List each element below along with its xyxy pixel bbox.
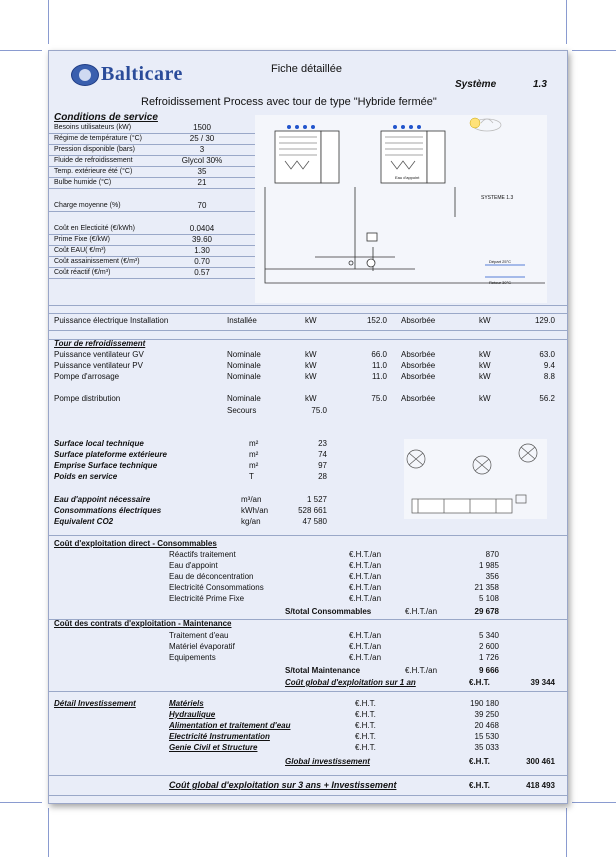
exploitation-value: 356 [485, 572, 499, 581]
condition-label: Temp. extérieure été (°C) [54, 168, 133, 175]
pompe-abs-value: 56.2 [539, 394, 555, 403]
exploitation-label: Eau d'appoint [169, 561, 218, 570]
conso-unit: m³/an [241, 495, 262, 504]
tour-label: Puissance ventilateur GV [54, 350, 144, 359]
condition-value: 1.30 [194, 246, 210, 255]
puissance-abs: Absorbée [401, 316, 436, 325]
tour-abs-value: 63.0 [539, 350, 555, 359]
surface-value: 23 [318, 439, 327, 448]
surface-unit: m² [249, 450, 259, 459]
balticare-logo [71, 62, 203, 88]
condition-label: Coût assainissement (€/m³) [54, 258, 140, 265]
contrat-value: 1 726 [478, 653, 499, 662]
system-schematic [255, 115, 547, 303]
condition-value: 0.0404 [189, 224, 215, 233]
condition-label: Coût EAU( €/m³) [54, 247, 106, 254]
surface-label: Poids en service [54, 472, 118, 481]
condition-value: 0.57 [194, 268, 210, 277]
condition-label: Régime de température (°C) [54, 135, 142, 142]
tour-abs-unit: kW [479, 372, 491, 381]
condition-label: Coût en Electicité (€/kWh) [54, 225, 135, 232]
tour-value: 11.0 [372, 361, 387, 370]
tour-type: Nominale [227, 350, 261, 359]
separator [49, 775, 567, 776]
condition-label: Coût réactif (€/m³) [54, 269, 111, 276]
crop-mark-left-bottom [48, 808, 49, 857]
row-line [49, 211, 255, 212]
pompe-value: 75.0 [371, 394, 387, 403]
systeme-label: Système [455, 79, 497, 90]
crop-mark-top-left [0, 50, 42, 51]
separator [49, 305, 567, 306]
pompe-unit: kW [305, 394, 317, 403]
separator [49, 330, 567, 331]
condition-value: 70 [197, 201, 207, 210]
contrat-value: 2 600 [478, 642, 499, 651]
exploitation-subtotal-value: 29 678 [474, 607, 499, 616]
surface-value: 28 [318, 472, 327, 481]
investissement-global-label: Global investissement [285, 757, 370, 766]
puissance-abs-value: 129.0 [534, 316, 555, 325]
investissement-unit: €.H.T. [355, 710, 376, 719]
exploitation-heading: Coût d'exploitation direct - Consommables [54, 539, 217, 548]
tour-abs-value: 8.8 [543, 372, 555, 381]
contrat-unit: €.H.T./an [349, 653, 382, 662]
contrat-label: Traitement d'eau [169, 631, 229, 640]
contrats-global-label: Coût global d'exploitation sur 1 an [285, 678, 416, 687]
puissance-label: Puissance électrique Installation [54, 316, 169, 325]
condition-value: 1500 [193, 123, 211, 132]
condition-value: Glycol 30% [181, 156, 223, 165]
tour-unit: kW [305, 372, 317, 381]
condition-value: 0.70 [194, 257, 210, 266]
puissance-type: Installée [227, 316, 257, 325]
surface-value: 97 [318, 461, 327, 470]
logo-icon [71, 64, 99, 86]
contrats-global-unit: €.H.T. [469, 678, 490, 687]
diagram-label-retour: Retour 30°C [489, 280, 512, 285]
investissement-value: 35 033 [474, 743, 499, 752]
condition-value: 39.60 [191, 235, 213, 244]
surface-label: Surface local technique [54, 439, 144, 448]
condition-label: Bulbe humide (°C) [54, 179, 112, 186]
conso-value: 47 580 [302, 517, 327, 526]
contrat-unit: €.H.T./an [349, 631, 382, 640]
tour-value: 11.0 [372, 372, 387, 381]
crop-mark-top-right [572, 50, 616, 51]
contrat-unit: €.H.T./an [349, 642, 382, 651]
tour-abs-unit: kW [479, 350, 491, 359]
tour-label: Puissance ventilateur PV [54, 361, 143, 370]
tour-abs: Absorbée [401, 350, 436, 359]
total-unit: €.H.T. [469, 781, 490, 790]
contrats-subtotal-label: S/total Maintenance [285, 666, 361, 675]
tour-abs-value: 9.4 [543, 361, 555, 370]
investissement-unit: €.H.T. [355, 732, 376, 741]
plan-drawing [404, 439, 547, 519]
surface-unit: m² [249, 439, 259, 448]
investissement-value: 20 468 [474, 721, 499, 730]
separator [49, 313, 567, 314]
investissement-label: Electricité Instrumentation [169, 732, 270, 741]
surface-label: Emprise Surface technique [54, 461, 158, 470]
plan-illustration [404, 439, 547, 519]
condition-label: Besoins utilisateurs (kW) [54, 124, 132, 131]
exploitation-subtotal-label: S/total Consommables [285, 607, 372, 616]
systeme-value: 1.3 [533, 79, 547, 90]
hydraulic-diagram [255, 115, 547, 303]
contrats-subtotal-value: 9 666 [478, 666, 499, 675]
exploitation-label: Réactifs traitement [169, 550, 236, 559]
investissement-global-unit: €.H.T. [469, 757, 490, 766]
exploitation-subtotal-unit: €.H.T./an [405, 607, 438, 616]
investissement-label: Matériels [169, 699, 204, 708]
surface-value: 74 [318, 450, 327, 459]
secours-label: Secours [227, 406, 257, 415]
condition-value: 3 [199, 145, 205, 154]
conso-unit: kWh/an [241, 506, 269, 515]
condition-label: Fluide de refroidissement [54, 157, 133, 164]
tour-value: 66.0 [371, 350, 387, 359]
conso-label: Eau d'appoint nécessaire [54, 495, 151, 504]
contrat-label: Equipements [169, 653, 216, 662]
tour-type: Nominale [227, 361, 261, 370]
exploitation-value: 21 358 [474, 583, 499, 592]
crop-mark-bottom-right [572, 802, 616, 803]
investissement-value: 190 180 [470, 699, 499, 708]
crop-mark-right-bottom [566, 808, 567, 857]
condition-value: 25 / 30 [189, 134, 215, 143]
investissement-global-value: 300 461 [526, 757, 555, 766]
contrats-global-value: 39 344 [530, 678, 555, 687]
investissement-label: Hydraulique [169, 710, 216, 719]
condition-value: 21 [197, 178, 207, 187]
fiche-title: Fiche détaillée [271, 63, 342, 75]
exploitation-unit: €.H.T./an [349, 594, 382, 603]
exploitation-unit: €.H.T./an [349, 550, 382, 559]
exploitation-value: 5 108 [478, 594, 499, 603]
exploitation-unit: €.H.T./an [349, 583, 382, 592]
surface-label: Surface plateforme extérieure [54, 450, 167, 459]
exploitation-label: Electricité Prime Fixe [169, 594, 245, 603]
tour-abs: Absorbée [401, 372, 436, 381]
secours-value: 75.0 [311, 406, 327, 415]
conso-label: Equivalent CO2 [54, 517, 114, 526]
exploitation-unit: €.H.T./an [349, 572, 382, 581]
separator [49, 795, 567, 796]
diagram-label-depart: Départ 25°C [489, 259, 512, 264]
condition-label: Charge moyenne (%) [54, 202, 121, 209]
data-sheet [48, 50, 568, 804]
investissement-value: 15 530 [474, 732, 499, 741]
crop-mark-left [48, 0, 49, 44]
exploitation-value: 870 [485, 550, 499, 559]
condition-label: Pression disponible (bars) [54, 146, 135, 153]
pompe-abs: Absorbée [401, 394, 436, 403]
condition-label: Prime Fixe (€/kW) [54, 236, 110, 243]
contrats-subtotal-unit: €.H.T./an [405, 666, 438, 675]
page-title: Refroidissement Process avec tour de type "Hybride fermée" [141, 96, 437, 108]
puissance-abs-unit: kW [479, 316, 491, 325]
diagram-label-eau: Eau d'appoint [395, 175, 420, 180]
pompe-label: Pompe distribution [54, 394, 121, 403]
exploitation-label: Eau de déconcentration [169, 572, 254, 581]
pompe-abs-unit: kW [479, 394, 491, 403]
condition-value: 35 [197, 167, 207, 176]
crop-mark-right [566, 0, 567, 44]
tour-type: Nominale [227, 372, 261, 381]
total-value: 418 493 [526, 781, 555, 790]
brand-name: Balticare [101, 63, 183, 85]
total-label: Coût global d'exploitation sur 3 ans + Investissement [169, 780, 397, 790]
conso-unit: kg/an [241, 517, 261, 526]
exploitation-value: 1 985 [478, 561, 499, 570]
row-line [49, 188, 255, 189]
exploitation-unit: €.H.T./an [349, 561, 382, 570]
tour-label: Pompe d'arrosage [54, 372, 120, 381]
surface-unit: m² [249, 461, 259, 470]
tour-abs: Absorbée [401, 361, 436, 370]
contrat-label: Matériel évaporatif [169, 642, 235, 651]
investissement-label: Genie Civil et Structure [169, 743, 258, 752]
investissement-heading: Détail Investissement [54, 699, 136, 708]
tour-heading: Tour de refroidissement [54, 339, 146, 348]
conso-value: 1 527 [306, 495, 327, 504]
row-line [49, 278, 255, 279]
puissance-unit: kW [305, 316, 317, 325]
tour-unit: kW [305, 350, 317, 359]
tour-abs-unit: kW [479, 361, 491, 370]
contrats-heading: Coût des contrats d'exploitation - Maintenance [54, 619, 232, 628]
surface-unit: T [249, 472, 254, 481]
contrat-value: 5 340 [478, 631, 499, 640]
separator [49, 691, 567, 692]
investissement-label: Alimentation et traitement d'eau [169, 721, 291, 730]
tour-unit: kW [305, 361, 317, 370]
investissement-unit: €.H.T. [355, 699, 376, 708]
investissement-unit: €.H.T. [355, 721, 376, 730]
puissance-value: 152.0 [366, 316, 387, 325]
conso-label: Consommations électriques [54, 506, 162, 515]
pompe-type: Nominale [227, 394, 261, 403]
conso-value: 528 661 [298, 506, 327, 515]
separator [49, 535, 567, 536]
exploitation-label: Electricité Consommations [169, 583, 264, 592]
crop-mark-bottom-left [0, 802, 42, 803]
investissement-unit: €.H.T. [355, 743, 376, 752]
diagram-label-systeme: SYSTEME 1.3 [481, 195, 514, 201]
investissement-value: 39 250 [474, 710, 499, 719]
conditions-heading: Conditions de service [54, 112, 158, 123]
